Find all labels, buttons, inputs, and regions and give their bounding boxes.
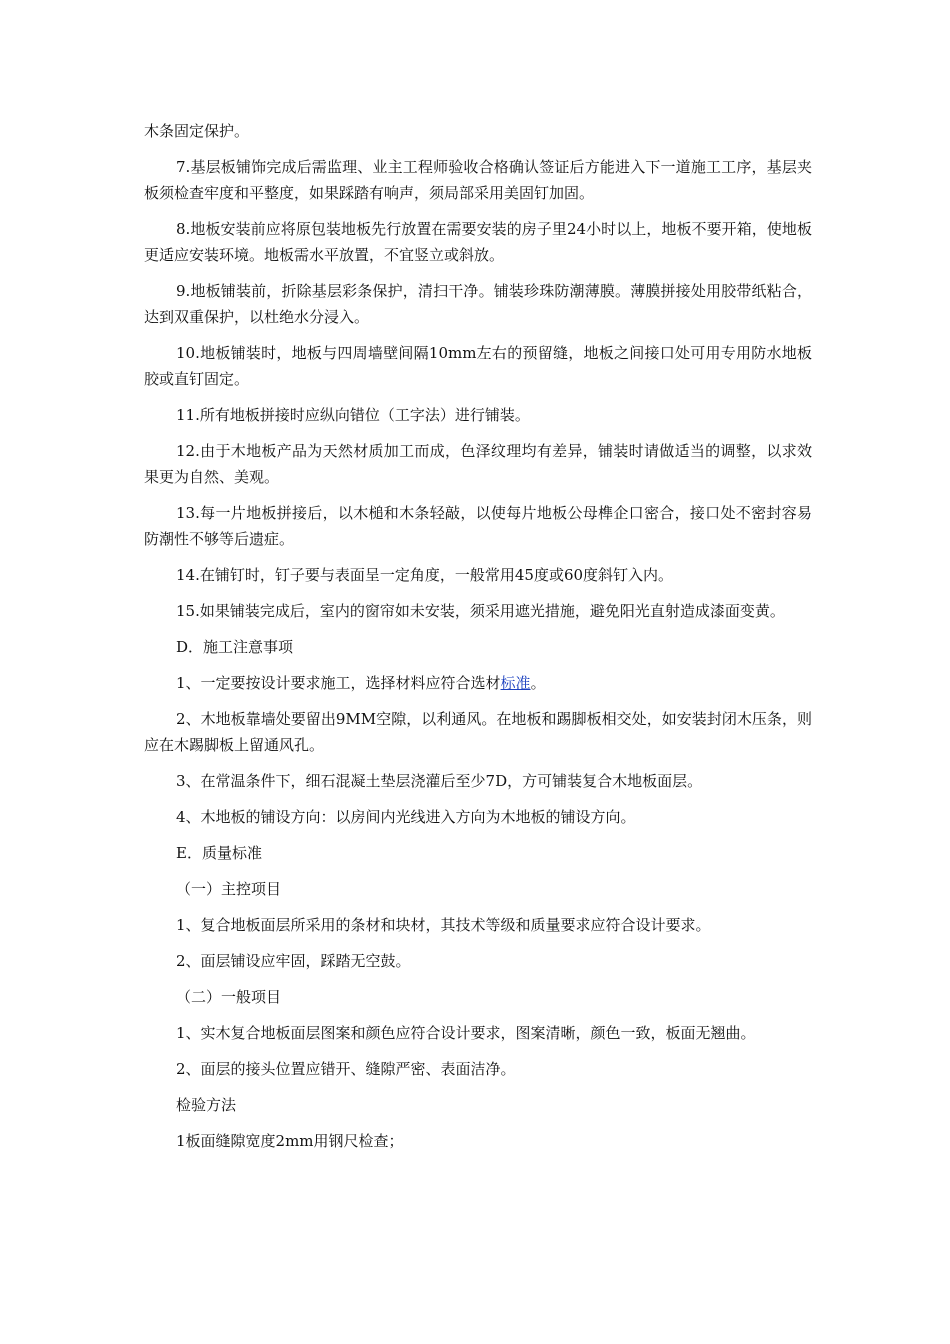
paragraph: 木条固定保护。 [144, 122, 250, 140]
paragraph: 2、面层的接头位置应错开、缝隙严密、表面洁净。 [176, 1060, 516, 1078]
paragraph: 9.地板铺装前，折除基层彩条保护，清扫干净。铺装珍珠防潮薄膜。薄膜拼接处用胶带纸粘合，达到双重保护，以杜绝水分浸入。 [144, 282, 812, 326]
paragraph: 8.地板安装前应将原包装地板先行放置在需要安装的房子里24小时以上，地板不要开箱，使地板更适应安装环境。地板需水平放置，不宜竖立或斜放。 [144, 220, 812, 264]
paragraph: 1板面缝隙宽度2mm用钢尺检查； [176, 1132, 404, 1150]
subsection-heading: （一）主控项目 [176, 880, 282, 898]
paragraph: 12.由于木地板产品为天然材质加工而成，色泽纹理均有差异，铺装时请做适当的调整，以求效果更为自然、美观。 [144, 442, 812, 486]
paragraph: 4、木地板的铺设方向：以房间内光线进入方向为木地板的铺设方向。 [176, 808, 636, 826]
paragraph: 7.基层板铺饰完成后需监理、业主工程师验收合格确认签证后方能进入下一道施工工序，基层夹板须检查牢度和平整度，如果踩踏有响声，须局部采用美固钉加固。 [144, 158, 812, 202]
paragraph: 10.地板铺装时，地板与四周墙壁间隔10mm左右的预留缝，地板之间接口处可用专用防水地板胶或直钉固定。 [144, 344, 812, 388]
paragraph: 14.在铺钉时，钉子要与表面呈一定角度，一般常用45度或60度斜钉入内。 [176, 566, 674, 584]
paragraph: 2、木地板靠墙处要留出9MM空隙，以利通风。在地板和踢脚板相交处，如安装封闭木压条，则应在木踢脚板上留通风孔。 [144, 710, 812, 754]
subsection-heading: （二）一般项目 [176, 988, 282, 1006]
paragraph-text: 1、一定要按设计要求施工，选择材料应符合选材 [176, 674, 501, 692]
paragraph-text-end: 。 [530, 674, 546, 692]
paragraph: 检验方法 [176, 1096, 237, 1114]
paragraph-with-link [144, 670, 812, 696]
paragraph: 1、实木复合地板面层图案和颜色应符合设计要求，图案清晰，颜色一致，板面无翘曲。 [176, 1024, 756, 1042]
document-body [144, 118, 812, 1164]
section-heading-d: D．施工注意事项 [176, 638, 294, 656]
paragraph: 13.每一片地板拼接后，以木槌和木条轻敲，以使每片地板公母榫企口密合，接口处不密封容易防潮性不够等后遗症。 [144, 504, 812, 548]
paragraph: 11.所有地板拼接时应纵向错位（工字法）进行铺装。 [176, 406, 530, 424]
paragraph: 2、面层铺设应牢固，踩踏无空鼓。 [176, 952, 411, 970]
paragraph: 3、在常温条件下，细石混凝土垫层浇灌后至少7D，方可铺装复合木地板面层。 [176, 772, 703, 790]
paragraph: 15.如果铺装完成后，室内的窗帘如未安装，须采用遮光措施，避免阳光直射造成漆面变黄。 [176, 602, 785, 620]
standard-link[interactable]: 标准 [500, 674, 531, 692]
paragraph: 1、复合地板面层所采用的条材和块材，其技术等级和质量要求应符合设计要求。 [176, 916, 711, 934]
section-heading-e: E．质量标准 [176, 844, 262, 862]
